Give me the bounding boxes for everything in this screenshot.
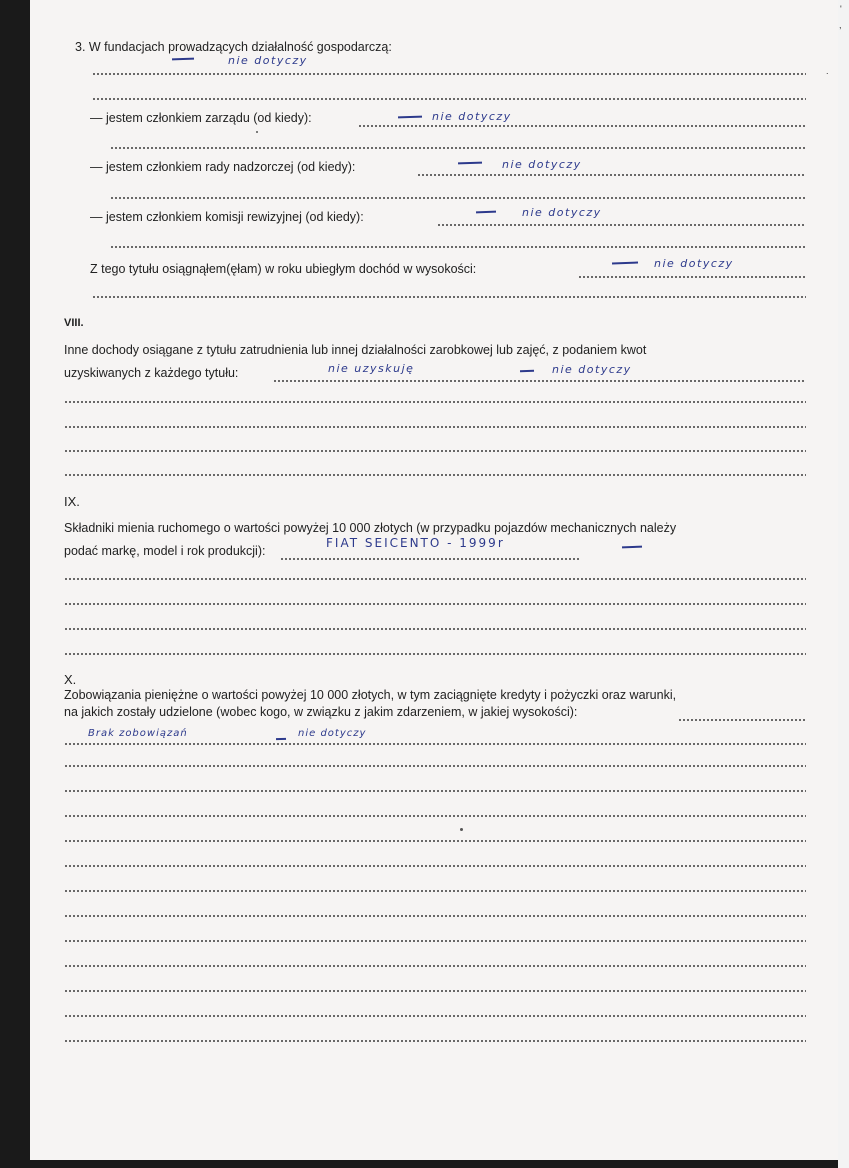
- section3-heading: 3. W fundacjach prowadzących działalność gospodarczą:: [75, 40, 392, 54]
- ink-dash: [520, 370, 534, 372]
- edge-mark: ': [840, 4, 842, 14]
- ink-dash: [172, 58, 194, 60]
- dotted-line: [678, 719, 806, 721]
- ink-dash: [458, 162, 482, 164]
- section8-numeral: VIII.: [64, 317, 84, 329]
- dotted-line: [64, 1040, 806, 1042]
- dotted-line: [64, 628, 806, 630]
- board-member-answer: nie dotyczy: [432, 110, 512, 123]
- section10-answer: Brak zobowiązań: [88, 728, 188, 739]
- dotted-line: [417, 174, 806, 176]
- audit-committee-label: — jestem członkiem komisji rewizyjnej (od kiedy):: [90, 210, 364, 224]
- dotted-line: [64, 450, 806, 452]
- dotted-line: [110, 147, 806, 149]
- section8-text-line1: Inne dochody osiągane z tytułu zatrudnienia lub innej działalności zarobkowej lub zajęć, z podaniem kwot: [64, 343, 647, 357]
- section9-answer: FIAT SEICENTO - 1999r: [326, 536, 505, 550]
- edge-mark: ,: [839, 20, 842, 30]
- dotted-line: [64, 1015, 806, 1017]
- dotted-line: [273, 380, 806, 382]
- audit-committee-answer: nie dotyczy: [522, 206, 602, 219]
- dotted-line: [64, 578, 806, 580]
- dotted-line: [64, 743, 806, 745]
- ink-dash: [476, 211, 496, 213]
- supervisory-board-label: — jestem członkiem rady nadzorczej (od kiedy):: [90, 160, 356, 174]
- section10-text-line1: Zobowiązania pieniężne o wartości powyżej 10 000 złotych, w tym zaciągnięte kredyty i pożyczki oraz warunki,: [64, 688, 677, 702]
- section8-text-line2: uzyskiwanych z każdego tytułu:: [64, 366, 239, 380]
- section9-text-line1: Składniki mienia ruchomego o wartości powyżej 10 000 złotych (w przypadku pojazdów mechanicznych należy: [64, 521, 677, 535]
- dotted-line: [64, 603, 806, 605]
- dotted-line: [64, 474, 806, 476]
- dotted-line: [64, 790, 806, 792]
- dotted-line: [64, 890, 806, 892]
- dotted-line: [64, 426, 806, 428]
- section8-answer2: nie dotyczy: [552, 363, 632, 376]
- dotted-line: [64, 840, 806, 842]
- dotted-line: [64, 765, 806, 767]
- dotted-line: [64, 653, 806, 655]
- dotted-line: [92, 296, 806, 298]
- section8-answer: nie uzyskuję: [328, 362, 415, 375]
- income-answer: nie dotyczy: [654, 257, 734, 270]
- section10-answer2: nie dotyczy: [298, 728, 367, 739]
- income-label: Z tego tytułu osiągnąłem(ęłam) w roku ubiegłym dochód w wysokości:: [90, 262, 477, 276]
- dotted-line: [92, 98, 806, 100]
- dotted-line: [64, 815, 806, 817]
- section9-numeral: IX.: [64, 494, 80, 509]
- ink-dash: [398, 116, 422, 118]
- scan-edge: [826, 0, 849, 1168]
- supervisory-board-answer: nie dotyczy: [502, 158, 582, 171]
- dotted-line: [437, 224, 806, 226]
- section9-text-line2: podać markę, model i rok produkcji):: [64, 544, 266, 558]
- board-member-label: — jestem członkiem zarządu (od kiedy):: [90, 111, 312, 125]
- document-page: [30, 0, 838, 1160]
- dotted-line: [92, 73, 806, 75]
- dotted-line: [358, 125, 806, 127]
- section3-answer: nie dotyczy: [228, 54, 308, 67]
- ink-dash: [276, 738, 286, 740]
- dotted-line: [110, 246, 806, 248]
- dotted-line: [64, 865, 806, 867]
- section10-numeral: X.: [64, 672, 77, 687]
- dotted-line: [64, 940, 806, 942]
- dotted-line: [64, 990, 806, 992]
- dotted-line: [64, 915, 806, 917]
- paper-speck: [256, 131, 258, 133]
- ink-dash: [622, 546, 642, 548]
- dotted-line: [280, 558, 580, 560]
- ink-dash: [612, 262, 638, 264]
- dotted-line: [64, 401, 806, 403]
- paper-speck: [460, 828, 463, 831]
- dotted-line: [110, 197, 806, 199]
- edge-mark: .: [826, 66, 829, 76]
- dotted-line: [64, 965, 806, 967]
- section10-text-line2: na jakich zostały udzielone (wobec kogo, w związku z jakim zdarzeniem, w jakiej wysokości):: [64, 705, 578, 719]
- dotted-line: [578, 276, 806, 278]
